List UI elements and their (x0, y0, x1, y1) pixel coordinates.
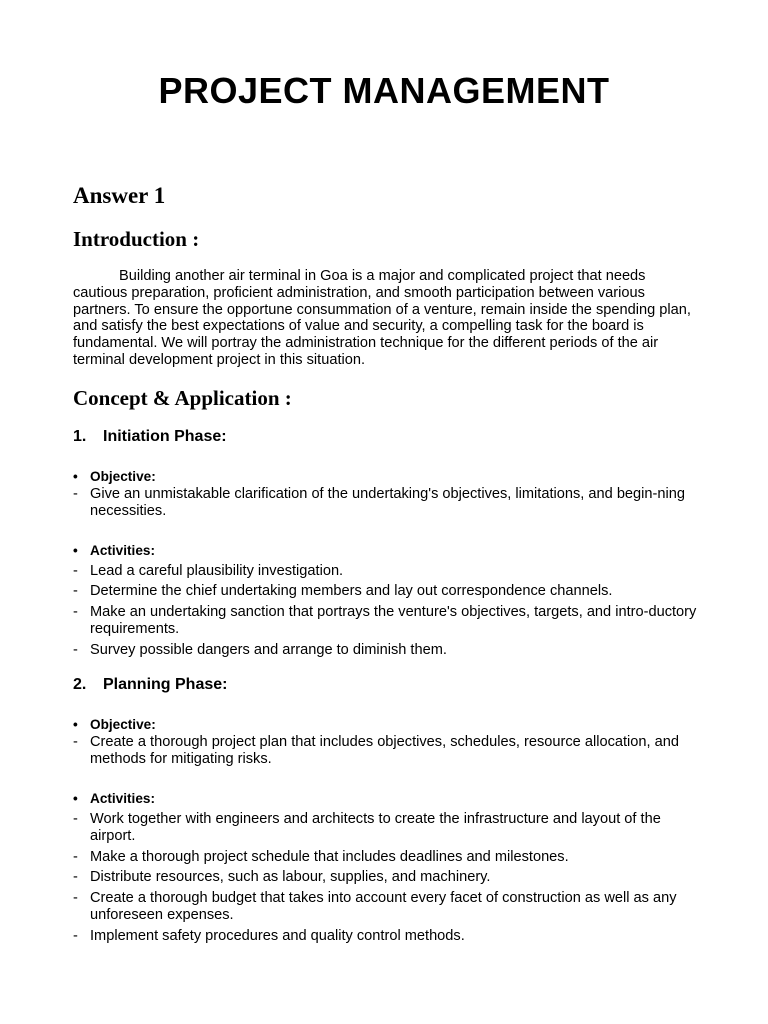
bullet-icon: • (73, 791, 78, 806)
list-item (73, 849, 698, 867)
list-item-text: Make a thorough project schedule that includes deadlines and milestones. (90, 848, 569, 865)
activities-label: Activities: (90, 791, 155, 806)
list-item-text: Create a thorough project plan that includes objectives, schedules, resource allocation, and methods for mitigating risks. (90, 733, 679, 767)
dash-icon: - (73, 848, 78, 865)
phase-2-number: 2. (73, 676, 87, 693)
list-item (73, 563, 698, 581)
list-item-text: Implement safety procedures and quality control methods. (90, 927, 465, 944)
list-item-text: Determine the chief undertaking members and lay out correspondence channels. (90, 583, 613, 599)
list-item-text: Distribute resources, such as labour, supplies, and machinery. (90, 869, 491, 885)
activities-label: Activities: (90, 543, 155, 558)
list-item (73, 642, 698, 660)
phase-1-heading (73, 428, 227, 446)
list-item-text: Make an undertaking sanction that portrays the venture's objectives, targets, and intro-ductory requirements. (90, 603, 697, 637)
phase-1-title: Initiation Phase: (103, 428, 227, 445)
phase-1-number: 1. (73, 428, 87, 445)
activities-label-row (73, 542, 698, 560)
list-item (73, 486, 698, 521)
objective-label-row (73, 468, 698, 486)
dash-icon: - (73, 562, 78, 579)
dash-icon: - (73, 603, 78, 620)
dash-icon: - (73, 485, 78, 502)
dash-icon: - (73, 733, 78, 750)
list-item-text: Lead a careful plausibility investigation. (90, 562, 344, 579)
objective-label: Objective: (90, 717, 156, 732)
activities-label-row (73, 790, 698, 808)
list-item-text: Give an unmistakable clarification of the undertaking's objectives, limitations, and begin-ning necessities. (90, 485, 685, 519)
list-item (73, 928, 698, 946)
document-title: PROJECT MANAGEMENT (158, 70, 610, 111)
objective-label-row (73, 716, 698, 734)
dash-icon: - (73, 889, 78, 906)
list-item-text: Work together with engineers and architects to create the infrastructure and layout of the airport. (90, 810, 661, 844)
phase-1-objective-block (73, 468, 698, 521)
concept-application-heading: Concept & Application : (73, 386, 292, 410)
list-item (73, 583, 698, 601)
dash-icon: - (73, 869, 78, 885)
dash-icon: - (73, 927, 78, 944)
list-item (73, 734, 698, 769)
bullet-icon: • (73, 469, 78, 484)
objective-label: Objective: (90, 469, 156, 484)
list-item-text: Create a thorough budget that takes into account every facet of construction as well as any unforeseen expenses. (90, 889, 677, 923)
introduction-text: Building another air terminal in Goa is a major and complicated project that needs cautious preparation, proficient administration, and smooth participation between various partners. To ensure the opportune consummation of a venture, remain inside the spending plan, and satisfy the best expectations of value and security, a compelling task for the board is fundamental. We will portray the administration technique for the different periods of the air terminal development project in this situation. (73, 268, 691, 368)
introduction-paragraph (73, 268, 695, 369)
dash-icon: - (73, 583, 78, 599)
phase-2-heading (73, 676, 227, 694)
list-item (73, 869, 698, 887)
list-item-text: Survey possible dangers and arrange to diminish them. (90, 641, 447, 658)
list-item (73, 890, 698, 925)
phase-2-title: Planning Phase: (103, 676, 228, 693)
answer-heading: Answer 1 (73, 183, 166, 208)
dash-icon: - (73, 641, 78, 658)
phase-1-activities-block (73, 542, 698, 659)
introduction-heading: Introduction : (73, 227, 200, 251)
bullet-icon: • (73, 717, 78, 732)
bullet-icon: • (73, 543, 78, 558)
phase-2-activities-block (73, 790, 698, 945)
dash-icon: - (73, 810, 78, 827)
list-item (73, 604, 698, 639)
phase-2-objective-block (73, 716, 698, 769)
list-item (73, 811, 698, 846)
